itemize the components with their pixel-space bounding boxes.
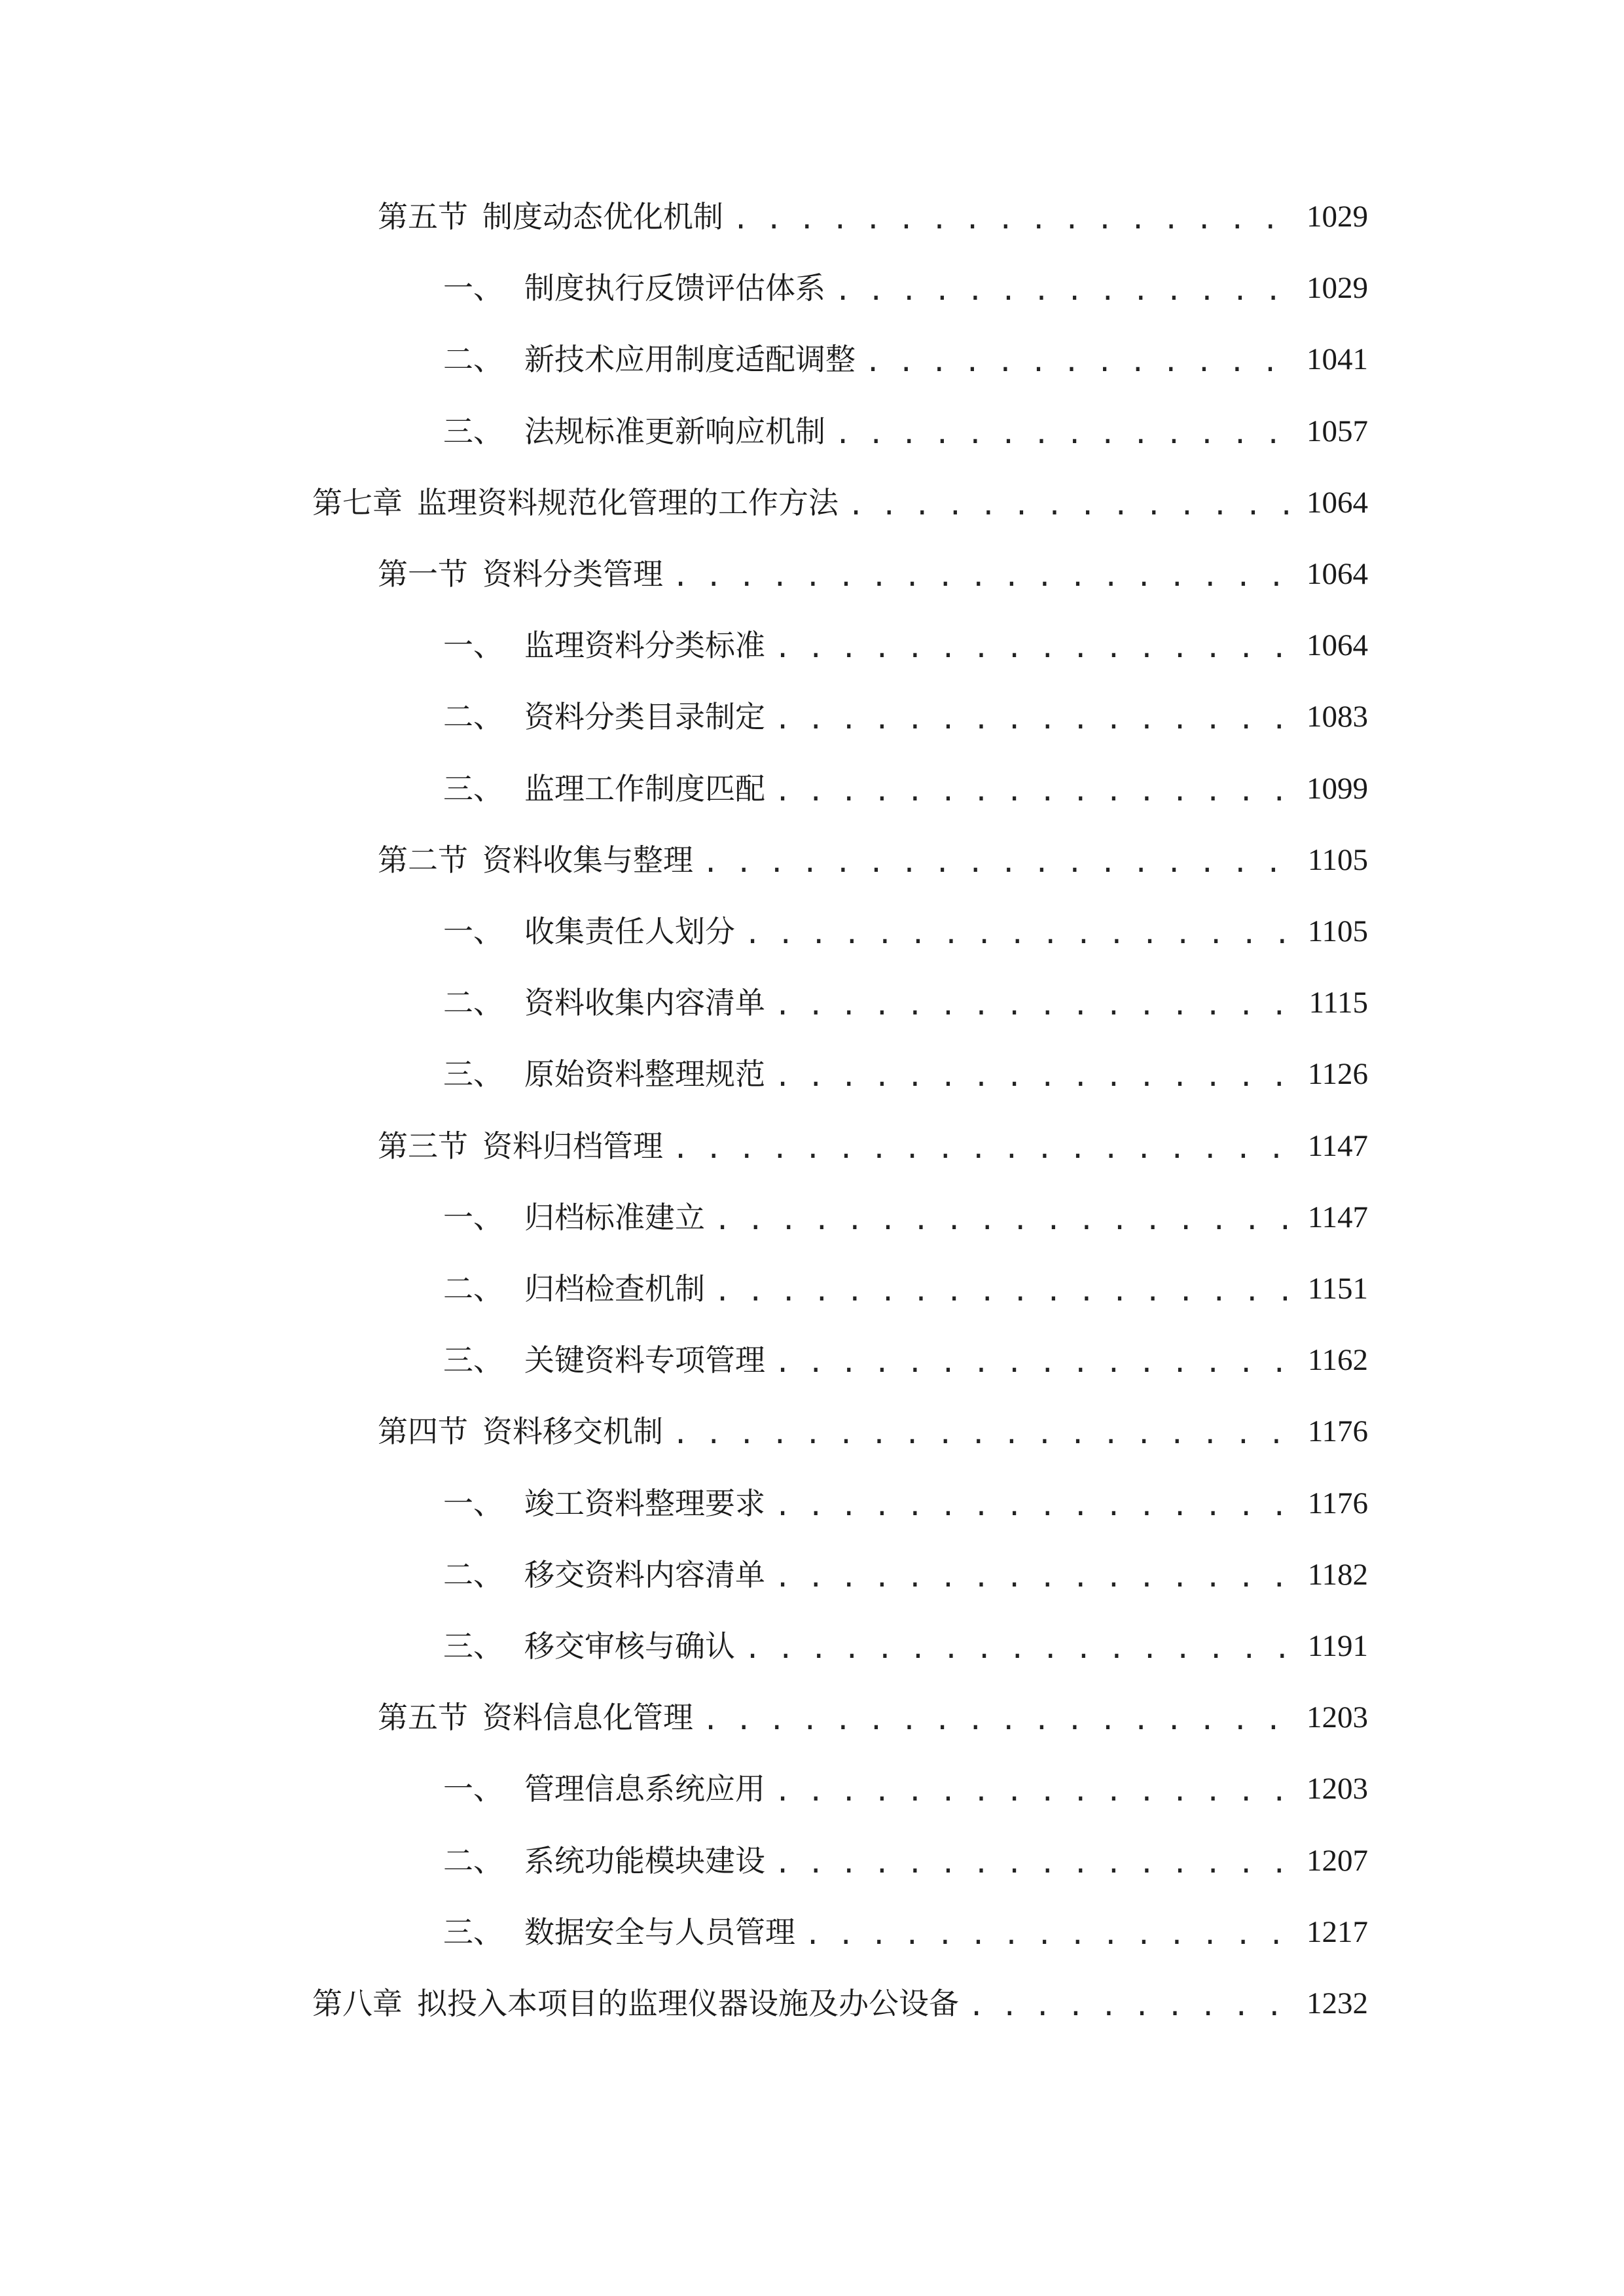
dot-leader bbox=[968, 1981, 1291, 2026]
dot-leader bbox=[774, 1838, 1291, 1884]
toc-entry-number: 一、 bbox=[443, 914, 503, 949]
dot-leader bbox=[702, 1695, 1291, 1740]
toc-entry-item[interactable] bbox=[443, 908, 1368, 954]
toc-entry-item[interactable] bbox=[443, 1266, 1368, 1312]
toc-entry-label bbox=[443, 1838, 765, 1884]
toc-entry-number: 第二节 bbox=[378, 842, 468, 878]
toc-entry-number: 三、 bbox=[443, 1628, 503, 1664]
dot-leader bbox=[774, 694, 1291, 740]
toc-entry-title: 收集责任人划分 bbox=[524, 914, 735, 949]
toc-entry-label bbox=[378, 1408, 663, 1454]
toc-entry-title: 竣工资料整理要求 bbox=[524, 1486, 765, 1521]
toc-entry-title: 资料归档管理 bbox=[482, 1128, 663, 1164]
toc-entry-section[interactable] bbox=[378, 1408, 1368, 1454]
toc-entry-label bbox=[312, 1981, 959, 2026]
toc-entry-item[interactable] bbox=[443, 1766, 1368, 1812]
toc-entry-section[interactable] bbox=[378, 551, 1368, 597]
toc-entry-page-number: 1115 bbox=[1308, 986, 1368, 1020]
toc-entry-title: 系统功能模块建设 bbox=[524, 1843, 765, 1878]
toc-entry-label bbox=[443, 980, 765, 1026]
toc-entry-item[interactable] bbox=[443, 336, 1368, 382]
toc-entry-number: 一、 bbox=[443, 628, 503, 663]
toc-entry-page-number: 1029 bbox=[1307, 271, 1368, 305]
dot-leader bbox=[732, 194, 1291, 240]
toc-entry-item[interactable] bbox=[443, 1337, 1368, 1383]
toc-entry-title: 制度执行反馈评估体系 bbox=[524, 270, 825, 306]
toc-entry-number: 第八章 bbox=[312, 1986, 403, 2021]
toc-entry-item[interactable] bbox=[443, 1194, 1368, 1240]
toc-entry-number: 二、 bbox=[443, 699, 503, 734]
toc-entry-label bbox=[443, 622, 765, 668]
toc-entry-page-number: 1083 bbox=[1307, 700, 1368, 734]
toc-entry-number: 一、 bbox=[443, 1200, 503, 1235]
dot-leader bbox=[672, 551, 1291, 597]
toc-entry-label bbox=[378, 1123, 663, 1169]
dot-leader bbox=[774, 1051, 1291, 1097]
dot-leader bbox=[744, 1623, 1291, 1669]
dot-leader bbox=[804, 1909, 1291, 1955]
toc-entry-title: 原始资料整理规范 bbox=[524, 1056, 765, 1092]
toc-entry-page-number: 1147 bbox=[1307, 1200, 1368, 1234]
toc-entry-title: 资料收集与整理 bbox=[482, 842, 693, 878]
toc-entry-section[interactable] bbox=[378, 1695, 1368, 1740]
toc-entry-page-number: 1147 bbox=[1307, 1129, 1368, 1163]
toc-entry-title: 归档标准建立 bbox=[524, 1200, 705, 1235]
toc-entry-page-number: 1182 bbox=[1307, 1558, 1368, 1592]
toc-entry-title: 制度动态优化机制 bbox=[482, 199, 723, 234]
toc-entry-number: 一、 bbox=[443, 1771, 503, 1806]
dot-leader bbox=[774, 1766, 1291, 1812]
toc-entry-number: 三、 bbox=[443, 1342, 503, 1378]
toc-entry-label bbox=[443, 265, 825, 311]
dot-leader bbox=[774, 1480, 1291, 1526]
toc-entry-number: 三、 bbox=[443, 414, 503, 449]
toc-entry-title: 监理资料分类标准 bbox=[524, 628, 765, 663]
toc-entry-page-number: 1232 bbox=[1307, 1986, 1368, 2020]
toc-entry-section[interactable] bbox=[378, 837, 1368, 883]
toc-entry-page-number: 1203 bbox=[1307, 1700, 1368, 1734]
toc-entry-label bbox=[443, 336, 856, 382]
toc-entry-number: 第五节 bbox=[378, 199, 468, 234]
toc-entry-title: 监理资料规范化管理的工作方法 bbox=[417, 485, 839, 520]
toc-entry-chapter[interactable] bbox=[312, 480, 1368, 526]
dot-leader bbox=[774, 980, 1291, 1026]
toc-entry-page-number: 1105 bbox=[1307, 843, 1368, 877]
toc-entry-number: 第五节 bbox=[378, 1700, 468, 1735]
toc-entry-page-number: 1126 bbox=[1307, 1057, 1368, 1091]
toc-entry-item[interactable] bbox=[443, 1051, 1368, 1097]
dot-leader bbox=[774, 766, 1291, 812]
toc-entry-label bbox=[443, 1909, 795, 1955]
dot-leader bbox=[714, 1266, 1291, 1312]
toc-entry-label bbox=[443, 1552, 765, 1598]
toc-entry-number: 一、 bbox=[443, 270, 503, 306]
toc-entry-page-number: 1064 bbox=[1307, 486, 1368, 520]
toc-entry-number: 第三节 bbox=[378, 1128, 468, 1164]
toc-entry-section[interactable] bbox=[378, 194, 1368, 240]
dot-leader bbox=[848, 480, 1291, 526]
toc-entry-page-number: 1105 bbox=[1307, 914, 1368, 948]
toc-entry-page-number: 1207 bbox=[1307, 1844, 1368, 1878]
toc-entry-number: 二、 bbox=[443, 1271, 503, 1306]
toc-entry-page-number: 1151 bbox=[1307, 1272, 1368, 1306]
toc-entry-number: 三、 bbox=[443, 1914, 503, 1950]
toc-entry-title: 移交审核与确认 bbox=[524, 1628, 735, 1664]
toc-entry-number: 第四节 bbox=[378, 1414, 468, 1449]
toc-entry-item[interactable] bbox=[443, 622, 1368, 668]
toc-entry-title: 拟投入本项目的监理仪器设施及办公设备 bbox=[417, 1986, 959, 2021]
dot-leader bbox=[865, 336, 1291, 382]
toc-entry-title: 关键资料专项管理 bbox=[524, 1342, 765, 1378]
toc-entry-number: 二、 bbox=[443, 1557, 503, 1592]
toc-entry-label bbox=[443, 908, 735, 954]
toc-entry-title: 资料收集内容清单 bbox=[524, 985, 765, 1020]
toc-entry-item[interactable] bbox=[443, 980, 1368, 1026]
toc-entry-item[interactable] bbox=[443, 766, 1368, 812]
toc-entry-item[interactable] bbox=[443, 1623, 1368, 1669]
toc-entry-number: 一、 bbox=[443, 1486, 503, 1521]
toc-entry-page-number: 1162 bbox=[1307, 1343, 1368, 1377]
dot-leader bbox=[744, 908, 1291, 954]
toc-entry-item[interactable] bbox=[443, 1838, 1368, 1884]
toc-entry-label bbox=[443, 1266, 705, 1312]
dot-leader bbox=[835, 265, 1291, 311]
toc-entry-title: 新技术应用制度适配调整 bbox=[524, 342, 856, 377]
toc-entry-title: 监理工作制度匹配 bbox=[524, 771, 765, 806]
toc-entry-title: 资料分类目录制定 bbox=[524, 699, 765, 734]
toc-entry-title: 法规标准更新响应机制 bbox=[524, 414, 825, 449]
toc-entry-label bbox=[443, 1051, 765, 1097]
toc-entry-number: 第一节 bbox=[378, 556, 468, 592]
toc-entry-item[interactable] bbox=[443, 694, 1368, 740]
dot-leader bbox=[774, 1552, 1291, 1598]
toc-entry-section[interactable] bbox=[378, 1123, 1368, 1169]
toc-entry-label bbox=[443, 766, 765, 812]
toc-entry-title: 归档检查机制 bbox=[524, 1271, 705, 1306]
toc-entry-label bbox=[443, 1194, 705, 1240]
toc-entry-item[interactable] bbox=[443, 1552, 1368, 1598]
toc-entry-page-number: 1176 bbox=[1307, 1486, 1368, 1520]
toc-entry-item[interactable] bbox=[443, 408, 1368, 454]
toc-entry-label bbox=[443, 694, 765, 740]
toc-entry-page-number: 1217 bbox=[1307, 1915, 1368, 1949]
toc-entry-item[interactable] bbox=[443, 1480, 1368, 1526]
dot-leader bbox=[774, 1337, 1291, 1383]
toc-entry-label bbox=[443, 408, 825, 454]
dot-leader bbox=[702, 837, 1291, 883]
toc-entry-label bbox=[443, 1623, 735, 1669]
dot-leader bbox=[672, 1123, 1291, 1169]
dot-leader bbox=[774, 622, 1291, 668]
dot-leader bbox=[672, 1408, 1291, 1454]
toc-entry-page-number: 1041 bbox=[1307, 342, 1368, 376]
toc-entry-page-number: 1099 bbox=[1307, 772, 1368, 806]
toc-entry-number: 三、 bbox=[443, 771, 503, 806]
toc-entry-title: 资料信息化管理 bbox=[482, 1700, 693, 1735]
toc-entry-item[interactable] bbox=[443, 1909, 1368, 1955]
toc-entry-label bbox=[443, 1766, 765, 1812]
toc-entry-label bbox=[378, 1695, 693, 1740]
toc-entry-chapter[interactable] bbox=[312, 1981, 1368, 2026]
toc-entry-page-number: 1064 bbox=[1307, 628, 1368, 662]
toc-entry-page-number: 1176 bbox=[1307, 1414, 1368, 1448]
toc-entry-title: 移交资料内容清单 bbox=[524, 1557, 765, 1592]
toc-entry-page-number: 1191 bbox=[1307, 1629, 1368, 1663]
toc-entry-label bbox=[378, 551, 663, 597]
toc-entry-number: 二、 bbox=[443, 342, 503, 377]
toc-entry-title: 资料分类管理 bbox=[482, 556, 663, 592]
toc-entry-title: 资料移交机制 bbox=[482, 1414, 663, 1449]
toc-entry-label bbox=[312, 480, 839, 526]
dot-leader bbox=[714, 1194, 1291, 1240]
toc-entry-label bbox=[443, 1480, 765, 1526]
toc-entry-title: 数据安全与人员管理 bbox=[524, 1914, 795, 1950]
toc-entry-page-number: 1064 bbox=[1307, 557, 1368, 591]
toc-entry-page-number: 1203 bbox=[1307, 1772, 1368, 1806]
toc-entry-item[interactable] bbox=[443, 265, 1368, 311]
toc-entry-label bbox=[378, 194, 723, 240]
toc-entry-title: 管理信息系统应用 bbox=[524, 1771, 765, 1806]
toc-entry-number: 二、 bbox=[443, 1843, 503, 1878]
toc-entry-page-number: 1029 bbox=[1307, 200, 1368, 234]
toc-entry-number: 二、 bbox=[443, 985, 503, 1020]
toc-entry-number: 第七章 bbox=[312, 485, 403, 520]
toc-entry-label bbox=[443, 1337, 765, 1383]
toc-entry-label bbox=[378, 837, 693, 883]
toc-entry-number: 三、 bbox=[443, 1056, 503, 1092]
dot-leader bbox=[835, 408, 1291, 454]
toc-entry-page-number: 1057 bbox=[1307, 414, 1368, 448]
